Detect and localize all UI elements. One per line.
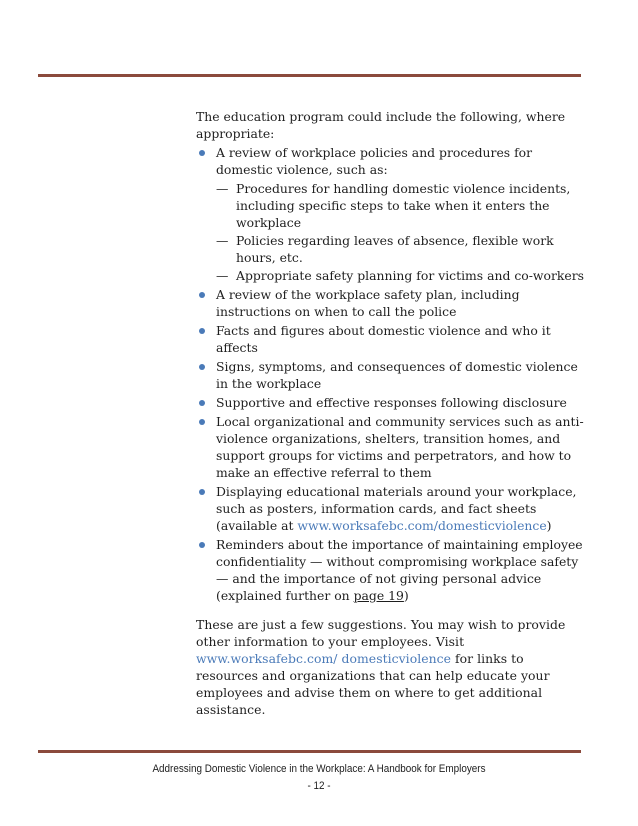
- list-item-text: Displaying educational materials around your workplace, such as posters, information cards, and fact sheets: [216, 484, 577, 516]
- dash-icon: —: [216, 233, 229, 248]
- list-item: [196, 394, 588, 411]
- list-item-text: Local organizational and community services such as anti-violence organizations, shelters, transition homes, and support groups for victims and perpetrators, and how to make an effective referral to them: [216, 414, 584, 480]
- sub-list-item-text: Appropriate safety planning for victims and co-workers: [236, 268, 585, 283]
- sub-list-item-text: Procedures for handling domestic violence incidents, including specific steps to take when it enters the workplace: [236, 181, 571, 230]
- bullet-icon: [199, 328, 205, 334]
- list-item-text: Reminders about the importance of maintaining employee confidentiality — without compromising workplace safety — and the importance of not giving personal advice (explained further on: [216, 537, 583, 603]
- sub-list-item: [216, 267, 588, 284]
- page-19-link[interactable]: page 19: [353, 588, 404, 603]
- domesticviolence-link[interactable]: www.worksafebc.com/ domesticviolence: [196, 651, 452, 666]
- dash-icon: —: [216, 268, 229, 283]
- sub-list: [216, 180, 588, 284]
- list-item: [196, 536, 588, 604]
- list-item: [196, 358, 588, 392]
- closing-text-end: for links to resources and organizations that can help educate your employees and advise them on where to get additional assistance.: [196, 651, 550, 717]
- bullet-icon: [199, 419, 205, 425]
- bullet-icon: [199, 364, 205, 370]
- footer-rule: [38, 750, 581, 753]
- intro-paragraph: The education program could include the following, where appropriate:: [196, 109, 566, 141]
- list-item-text: A review of the workplace safety plan, including instructions on when to call the police: [216, 287, 520, 319]
- list-item-text: Supportive and effective responses following disclosure: [216, 395, 567, 410]
- closing-text-start: These are just a few suggestions. You may wish to provide other information to your employees. Visit: [196, 617, 566, 649]
- sub-list-item-text: Policies regarding leaves of absence, flexible work hours, etc.: [236, 233, 554, 265]
- list-item: [196, 322, 588, 356]
- bullet-icon: [199, 400, 205, 406]
- education-list: [196, 144, 588, 604]
- footer-title: Addressing Domestic Violence in the Workplace: A Handbook for Employers: [152, 763, 486, 775]
- bullet-icon: [199, 292, 205, 298]
- list-item-suffix: ): [403, 588, 409, 603]
- bullet-icon: [199, 489, 205, 495]
- header-rule: [38, 74, 581, 77]
- worksafebc-link[interactable]: www.worksafebc.com/domesticviolence: [297, 518, 547, 533]
- availability-suffix: ): [546, 518, 552, 533]
- bullet-icon: [199, 150, 205, 156]
- list-item: [196, 413, 588, 481]
- list-item-text: Signs, symptoms, and consequences of domestic violence in the workplace: [216, 359, 578, 391]
- availability-prefix: (available at: [216, 518, 298, 533]
- bullet-icon: [199, 542, 205, 548]
- list-item: [196, 144, 588, 284]
- sub-list-item: [216, 232, 588, 266]
- page-number: - 12 -: [307, 780, 331, 792]
- list-item: [196, 286, 588, 320]
- list-item-text: A review of workplace policies and procedures for domestic violence, such as:: [216, 145, 533, 177]
- list-item: [196, 483, 588, 534]
- list-item-text: Facts and figures about domestic violence and who it affects: [216, 323, 551, 355]
- main-content: [196, 108, 588, 718]
- closing-paragraph: [196, 616, 588, 718]
- sub-list-item: [216, 180, 588, 231]
- dash-icon: —: [216, 181, 229, 196]
